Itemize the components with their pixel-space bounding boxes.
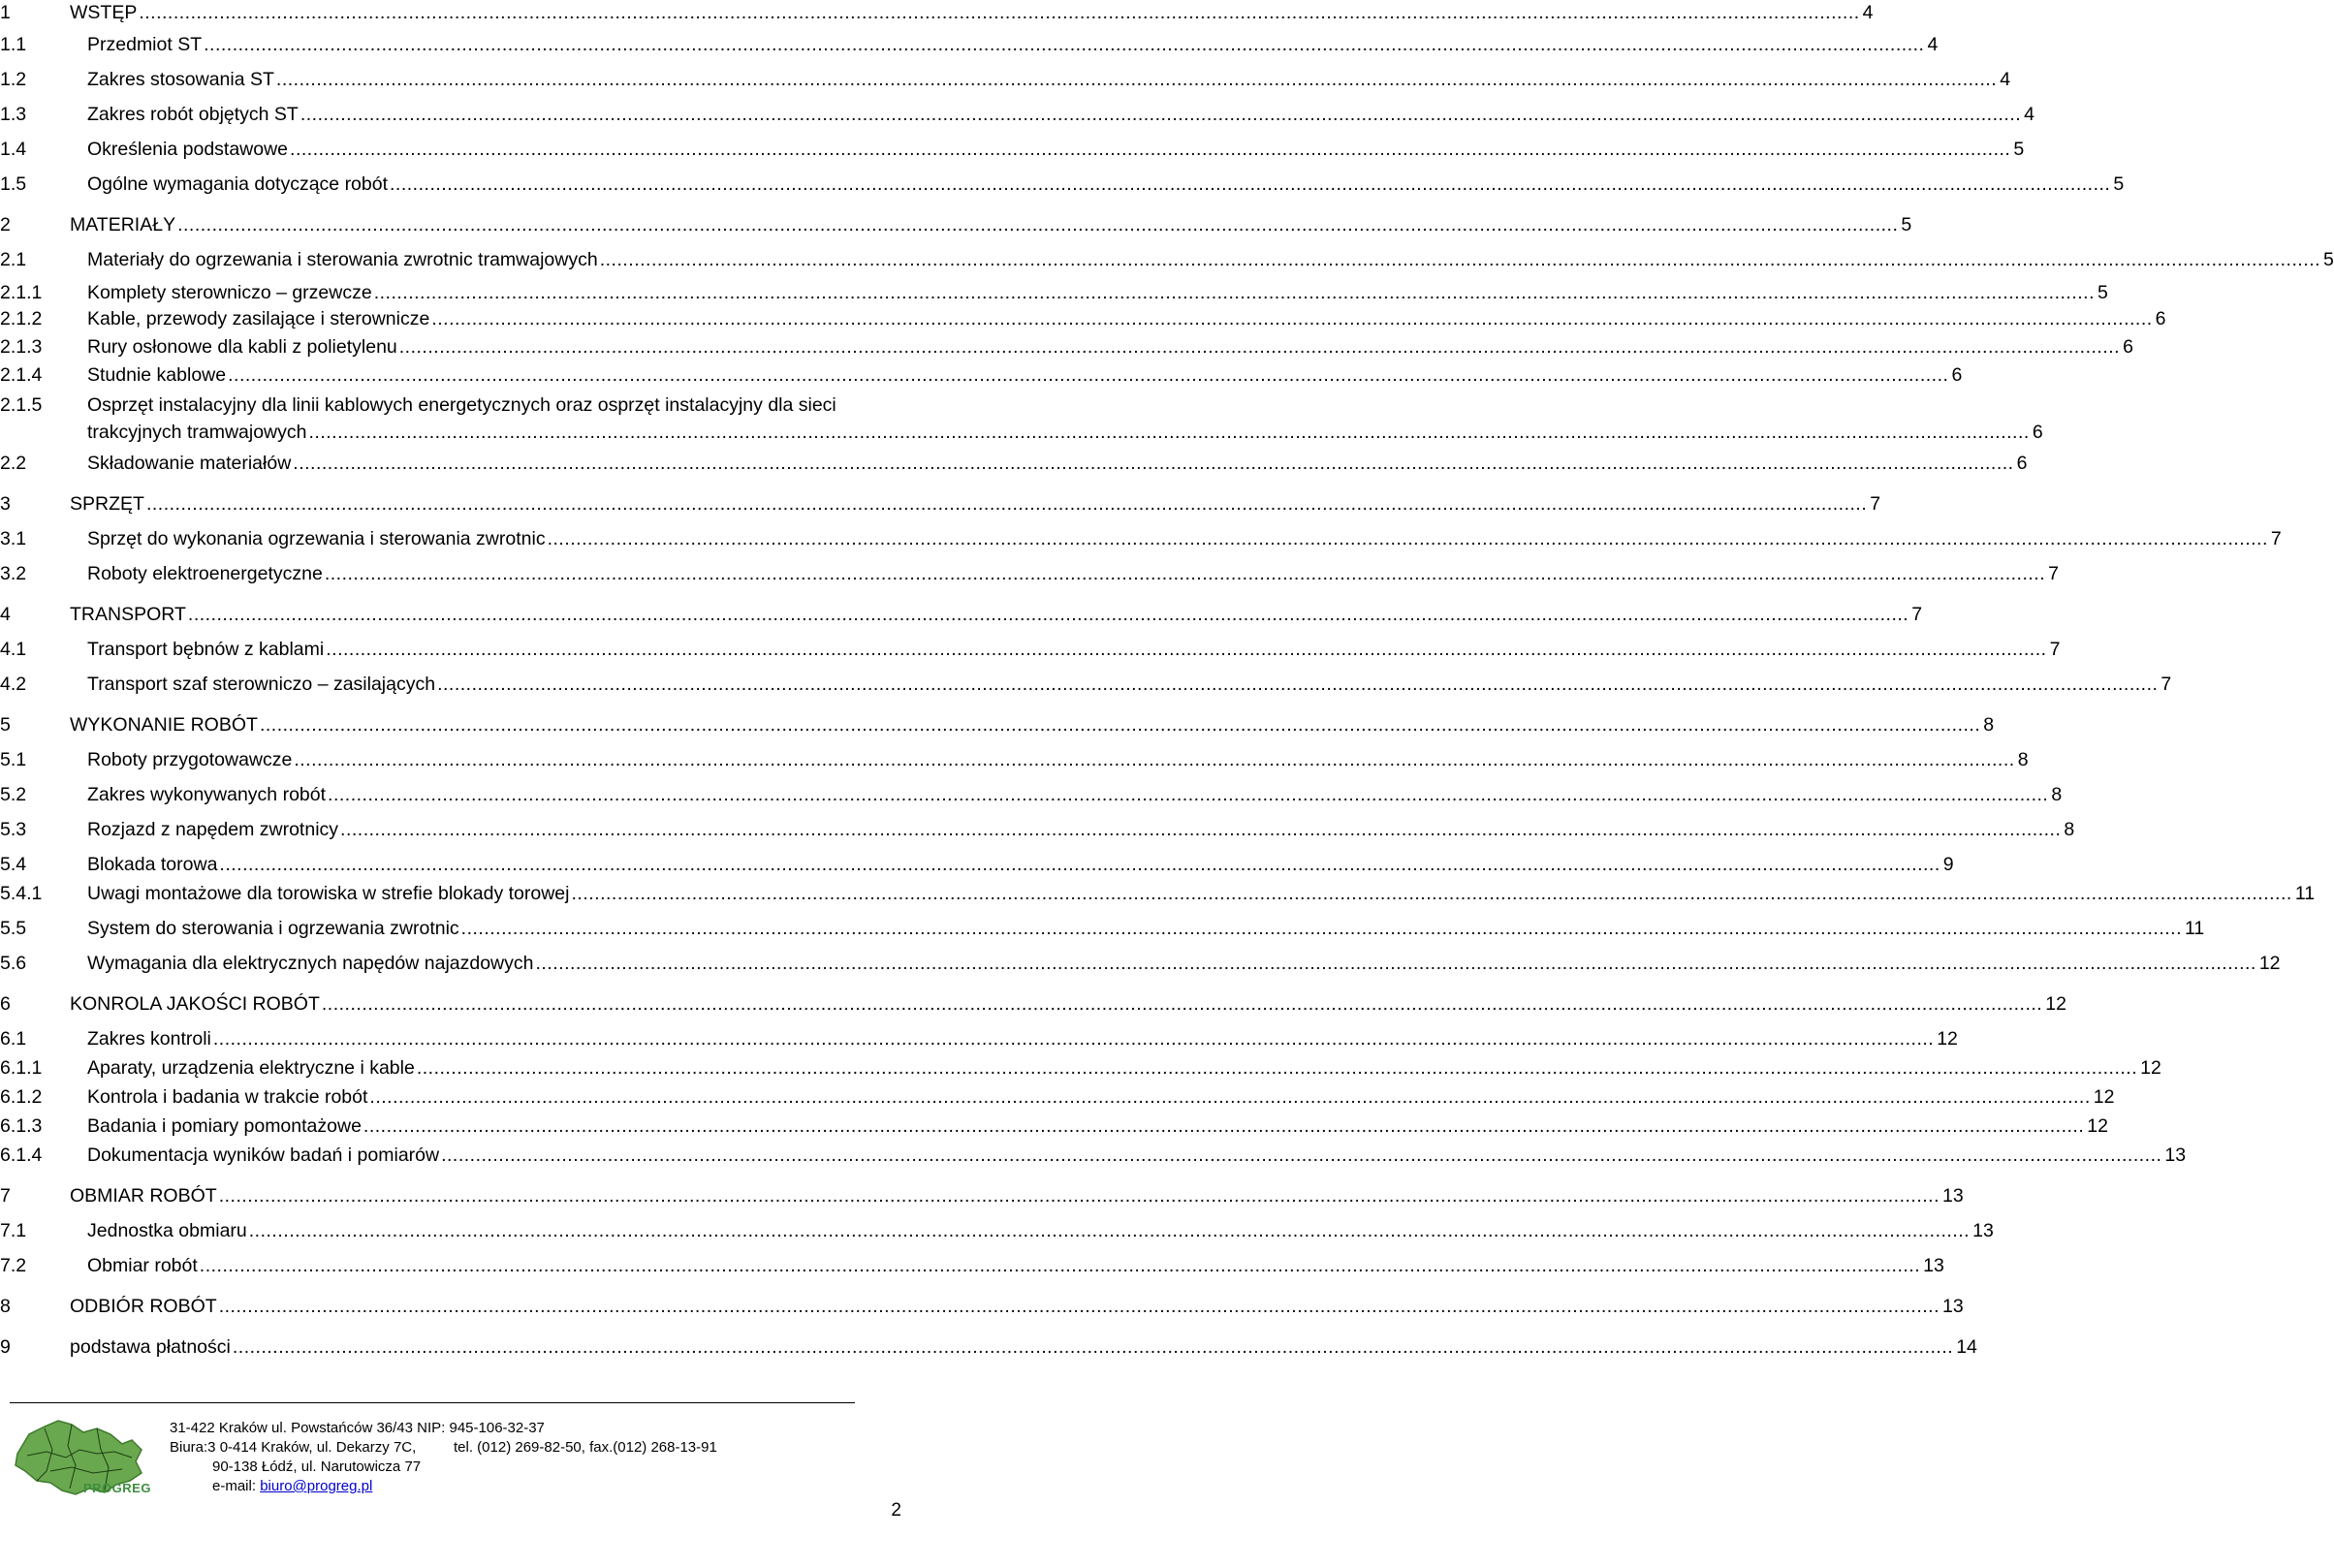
- toc-entry-page: 12: [2087, 1115, 2108, 1137]
- toc-dot-leader: ............................................................................................................................................................................................................................................................................................................: [187, 604, 1909, 625]
- toc-entry-page: 5: [2113, 173, 2125, 195]
- toc-entry[interactable]: [0, 1055, 2161, 1081]
- toc-entry-number: 3.1: [0, 528, 27, 549]
- toc-entry[interactable]: [0, 172, 2125, 197]
- toc-entry-number: 4.2: [0, 674, 27, 695]
- toc-dot-leader: ............................................................................................................................................................................................................................................................................................................: [416, 1057, 2138, 1079]
- toc-dot-leader: ............................................................................................................................................................................................................................................................................................................: [535, 953, 2256, 974]
- toc-entry-number: 6.1.3: [0, 1115, 43, 1137]
- toc-dot-leader: ............................................................................................................................................................................................................................................................................................................: [328, 784, 2049, 805]
- toc-dot-leader: ............................................................................................................................................................................................................................................................................................................: [340, 819, 2062, 840]
- toc-entry-page: 12: [2258, 953, 2281, 974]
- toc-entry-page: 11: [2294, 883, 2316, 904]
- toc-entry-title: WYKONANIE ROBÓT: [70, 714, 258, 736]
- toc-entry-number: 1.2: [0, 69, 27, 90]
- toc-entry-page: 7: [2048, 563, 2059, 584]
- toc-entry[interactable]: [0, 951, 2281, 976]
- toc-entry-title: Rozjazd z napędem zwrotnicy: [87, 819, 339, 840]
- toc-entry-title: Komplety sterowniczo – grzewcze: [87, 282, 372, 303]
- toc-dot-leader: ............................................................................................................................................................................................................................................................................................................: [547, 528, 2268, 549]
- toc-entry-title: Przedmiot ST: [87, 34, 203, 55]
- toc-dot-leader: ............................................................................................................................................................................................................................................................................................................: [204, 34, 1925, 55]
- toc-entry-title: Składowanie materiałów: [87, 453, 292, 474]
- toc-entry-page: 12: [2140, 1057, 2161, 1079]
- toc-dot-leader: ............................................................................................................................................................................................................................................................................................................: [139, 2, 1860, 23]
- toc-entry-number: 1.3: [0, 104, 27, 125]
- toc-entry-number: 1.4: [0, 139, 27, 160]
- toc-entry-title: Transport szaf sterowniczo – zasilających: [87, 674, 436, 695]
- toc-entry-page: 13: [1942, 1296, 1964, 1317]
- toc-entry-number: 5.5: [0, 918, 27, 939]
- toc-entry-page: 5: [2323, 249, 2334, 270]
- toc-entry-page: 5: [2013, 139, 2025, 160]
- toc-entry-number: 2.1: [0, 249, 27, 270]
- toc-entry[interactable]: [0, 247, 2334, 272]
- toc-entry[interactable]: [0, 102, 2035, 127]
- toc-dot-leader: ............................................................................................................................................................................................................................................................................................................: [441, 1145, 2162, 1166]
- toc-entry[interactable]: [0, 637, 2061, 662]
- toc-entry-title: Zakres stosowania ST: [87, 69, 274, 90]
- toc-entry-title: Kontrola i badania w trakcie robót: [87, 1086, 368, 1108]
- footer-line-phone: tel. (012) 269-82-50, fax.(012) 268-13-91: [454, 1439, 717, 1456]
- toc-entry-page: 6: [2032, 422, 2043, 443]
- toc-dot-leader: ............................................................................................................................................................................................................................................................................................................: [219, 854, 1940, 875]
- toc-entry-page: 13: [1972, 1220, 1994, 1241]
- toc-entry-number: 5.2: [0, 784, 27, 805]
- footer-line-email: [212, 1477, 372, 1496]
- toc-dot-leader: ............................................................................................................................................................................................................................................................................................................: [199, 1255, 1921, 1276]
- toc-entry-number: 2.2: [0, 453, 27, 474]
- toc-dot-leader: ............................................................................................................................................................................................................................................................................................................: [373, 282, 2096, 303]
- toc-entry-page: 7: [2270, 528, 2282, 549]
- toc-entry-page: 6: [1951, 364, 1963, 386]
- toc-entry-page: 12: [1937, 1028, 1958, 1050]
- toc-entry-page: 6: [2123, 336, 2133, 358]
- toc-dot-leader: ............................................................................................................................................................................................................................................................................................................: [369, 1086, 2091, 1108]
- toc-entry-page: 4: [2000, 69, 2011, 90]
- toc-entry-number: 8: [0, 1296, 11, 1317]
- toc-dot-leader: ............................................................................................................................................................................................................................................................................................................: [300, 104, 2022, 125]
- toc-entry-page: 4: [1862, 2, 1874, 23]
- toc-dot-leader: ............................................................................................................................................................................................................................................................................................................: [248, 1220, 1971, 1241]
- toc-entry-title: Kable, przewody zasilające i sterownicze: [87, 308, 430, 329]
- toc-entry-number: 5.1: [0, 749, 27, 770]
- toc-entry-title: Zakres wykonywanych robót: [87, 784, 327, 805]
- toc-entry[interactable]: [0, 1026, 1958, 1051]
- toc-entry[interactable]: [0, 491, 1881, 517]
- toc-entry[interactable]: [0, 852, 1954, 877]
- toc-dot-leader: ............................................................................................................................................................................................................................................................................................................: [145, 493, 1868, 515]
- toc-entry-number: 2: [0, 214, 11, 235]
- toc-dot-leader: ............................................................................................................................................................................................................................................................................................................: [308, 422, 2030, 443]
- toc-dot-leader: ............................................................................................................................................................................................................................................................................................................: [431, 308, 2153, 329]
- toc-dot-leader: ............................................................................................................................................................................................................................................................................................................: [460, 918, 2182, 939]
- toc-entry[interactable]: [0, 672, 2172, 697]
- toc-entry-number: 2.1.4: [0, 364, 43, 386]
- footer-line-hq: 31-422 Kraków ul. Powstańców 36/43 NIP: 945-106-32-37: [170, 1420, 545, 1436]
- toc-entry-title: SPRZĘT: [70, 493, 144, 515]
- toc-entry-title: Roboty przygotowawcze: [87, 749, 293, 770]
- toc-entry-page: 12: [2093, 1086, 2115, 1108]
- toc-entry-number: 1.1: [0, 34, 27, 55]
- toc-entry-page: 13: [1923, 1255, 1944, 1276]
- toc-entry-page: 7: [1870, 493, 1881, 515]
- toc-entry-title: OBMIAR ROBÓT: [70, 1185, 217, 1207]
- toc-entry-page: 9: [1942, 854, 1954, 875]
- toc-dot-leader: ............................................................................................................................................................................................................................................................................................................: [324, 563, 2046, 584]
- logo-wordmark: PROGREG: [83, 1481, 151, 1495]
- toc-entry[interactable]: [0, 602, 1923, 627]
- toc-dot-leader: ............................................................................................................................................................................................................................................................................................................: [571, 883, 2292, 904]
- toc-entry-number: 2.1.5: [0, 394, 43, 416]
- toc-entry[interactable]: [0, 212, 1912, 237]
- toc-dot-leader: ............................................................................................................................................................................................................................................................................................................: [177, 214, 1899, 235]
- toc-entry-title: podstawa płatności: [70, 1336, 231, 1358]
- toc-entry-title: MATERIAŁY: [70, 214, 176, 235]
- toc-entry-title: Wymagania dla elektrycznych napędów najazdowych: [87, 953, 534, 974]
- toc-entry-number: 7: [0, 1185, 11, 1207]
- toc-entry[interactable]: [0, 1334, 1977, 1360]
- email-label: e-mail:: [212, 1478, 261, 1494]
- toc-entry-title: Określenia podstawowe: [87, 139, 289, 160]
- toc-entry-page: 8: [2064, 819, 2075, 840]
- toc-dot-leader: ............................................................................................................................................................................................................................................................................................................: [290, 139, 2011, 160]
- toc-entry-number: 7.1: [0, 1220, 27, 1241]
- footer-line-office: Biura:3 0-414 Kraków, ul. Dekarzy 7C,: [170, 1439, 417, 1456]
- toc-entry-number: 2.1.3: [0, 336, 43, 358]
- toc-entry-number: 9: [0, 1336, 11, 1358]
- toc-entry[interactable]: [0, 392, 2043, 445]
- toc-entry[interactable]: [0, 747, 2029, 772]
- toc-dot-leader: ............................................................................................................................................................................................................................................................................................................: [293, 453, 2014, 474]
- toc-entry-number: 5.3: [0, 819, 27, 840]
- footer-line-lodz: 90-138 Łódź, ul. Narutowicza 77: [212, 1458, 422, 1475]
- toc-entry[interactable]: [0, 280, 2108, 305]
- toc-entry-title: Ogólne wymagania dotyczące robót: [87, 173, 389, 195]
- toc-entry[interactable]: [0, 1218, 1994, 1243]
- toc-entry-title: TRANSPORT: [70, 604, 186, 625]
- email-link[interactable]: biuro@progreg.pl: [260, 1478, 373, 1494]
- toc-entry-number: 5: [0, 714, 11, 736]
- toc-entry-title: System do sterowania i ogrzewania zwrotnic: [87, 918, 459, 939]
- toc-entry-page: 4: [2024, 104, 2035, 125]
- toc-entry-title: Osprzęt instalacyjny dla linii kablowych energetycznych oraz osprzęt instalacyjny dla sieci: [87, 394, 836, 416]
- toc-entry-page: 5: [2097, 282, 2108, 303]
- footer-divider: [10, 1402, 855, 1403]
- toc-entry[interactable]: [0, 782, 2063, 807]
- toc-entry-title: Obmiar robót: [87, 1255, 198, 1276]
- toc-entry[interactable]: [0, 817, 2075, 842]
- toc-entry-number: 3: [0, 493, 11, 515]
- toc-entry-title: Transport bębnów z kablami: [87, 639, 325, 660]
- toc-entry[interactable]: [0, 916, 2205, 941]
- toc-entry[interactable]: [0, 137, 2025, 162]
- toc-dot-leader: ............................................................................................................................................................................................................................................................................................................: [326, 639, 2047, 660]
- toc-entry-number: 6.1: [0, 1028, 27, 1050]
- toc-entry-page: 8: [2017, 749, 2029, 770]
- toc-entry-title: Badania i pomiary pomontażowe: [87, 1115, 362, 1137]
- toc-entry[interactable]: [0, 1183, 1964, 1208]
- toc-entry-number: 6.1.4: [0, 1145, 43, 1166]
- toc-entry-title: Studnie kablowe: [87, 364, 227, 386]
- toc-entry-number: 5.6: [0, 953, 27, 974]
- toc-entry[interactable]: [0, 1113, 2108, 1139]
- toc-entry[interactable]: [0, 881, 2316, 906]
- toc-entry-title: Uwagi montażowe dla torowiska w strefie blokady torowej: [87, 883, 570, 904]
- toc-entry[interactable]: [0, 1253, 1944, 1278]
- toc-entry[interactable]: [0, 0, 1874, 25]
- toc-entry-title: Zakres kontroli: [87, 1028, 211, 1050]
- toc-entry-page: 8: [1983, 714, 1995, 736]
- toc-dot-leader: ............................................................................................................................................................................................................................................................................................................: [212, 1028, 1935, 1050]
- toc-dot-leader: ............................................................................................................................................................................................................................................................................................................: [232, 1336, 1954, 1358]
- page-number: 2: [891, 1500, 901, 1521]
- toc-entry-page: 14: [1956, 1336, 1977, 1358]
- toc-dot-leader: ............................................................................................................................................................................................................................................................................................................: [363, 1115, 2085, 1137]
- toc-entry-title: Rury osłonowe dla kabli z polietylenu: [87, 336, 397, 358]
- toc-entry-page: 8: [2051, 784, 2063, 805]
- toc-entry-page: 6: [2155, 308, 2166, 329]
- toc-entry-title: Aparaty, urządzenia elektryczne i kable: [87, 1057, 415, 1079]
- toc-entry-title: Zakres robót objętych ST: [87, 104, 299, 125]
- toc-dot-leader: ............................................................................................................................................................................................................................................................................................................: [259, 714, 1981, 736]
- toc-entry[interactable]: [0, 451, 2028, 476]
- toc-dot-leader: ............................................................................................................................................................................................................................................................................................................: [321, 993, 2043, 1015]
- toc-dot-leader: ............................................................................................................................................................................................................................................................................................................: [218, 1185, 1940, 1207]
- toc-entry-number: 6: [0, 993, 11, 1015]
- toc-entry-title: WSTĘP: [70, 2, 138, 23]
- toc-dot-leader: ............................................................................................................................................................................................................................................................................................................: [228, 364, 1949, 386]
- toc-entry[interactable]: [0, 67, 2011, 92]
- toc-dot-leader: ............................................................................................................................................................................................................................................................................................................: [398, 336, 2121, 358]
- toc-entry-number: 5.4.1: [0, 883, 43, 904]
- toc-entry-title: Roboty elektroenergetyczne: [87, 563, 323, 584]
- toc-entry[interactable]: [0, 712, 1995, 737]
- toc-entry-page: 12: [2045, 993, 2066, 1015]
- toc-entry-title-continued: trakcyjnych tramwajowych: [87, 422, 307, 443]
- toc-dot-leader: ............................................................................................................................................................................................................................................................................................................: [294, 749, 2015, 770]
- toc-dot-leader: ............................................................................................................................................................................................................................................................................................................: [599, 249, 2321, 270]
- toc-entry[interactable]: [0, 32, 1939, 57]
- toc-entry-number: 1: [0, 2, 11, 23]
- toc-entry[interactable]: [0, 991, 2066, 1017]
- toc-entry-title: Jednostka obmiaru: [87, 1220, 247, 1241]
- toc-entry-page: 7: [2161, 674, 2172, 695]
- toc-entry[interactable]: [0, 561, 2059, 586]
- toc-dot-leader: ............................................................................................................................................................................................................................................................................................................: [218, 1296, 1940, 1317]
- toc-entry-title: Blokada torowa: [87, 854, 218, 875]
- toc-entry[interactable]: [0, 1084, 2115, 1110]
- toc-entry-page: 7: [2049, 639, 2061, 660]
- toc-entry[interactable]: [0, 526, 2282, 551]
- toc-entry-number: 5.4: [0, 854, 27, 875]
- toc-entry-number: 2.1.2: [0, 308, 43, 329]
- toc-entry-title: ODBIÓR ROBÓT: [70, 1296, 217, 1317]
- toc-entry-page: 13: [2164, 1145, 2187, 1166]
- toc-entry-number: 3.2: [0, 563, 27, 584]
- toc-entry-title: Sprzęt do wykonania ogrzewania i sterowania zwrotnic: [87, 528, 546, 549]
- toc-entry-page: 7: [1911, 604, 1923, 625]
- toc-entry[interactable]: [0, 334, 2133, 360]
- toc-entry-number: 6.1.1: [0, 1057, 43, 1079]
- toc-entry[interactable]: [0, 1294, 1964, 1319]
- toc-entry[interactable]: [0, 306, 2166, 331]
- toc-entry-number: 7.2: [0, 1255, 27, 1276]
- toc-entry-number: 4: [0, 604, 11, 625]
- toc-dot-leader: ............................................................................................................................................................................................................................................................................................................: [390, 173, 2111, 195]
- toc-entry-page: 4: [1927, 34, 1939, 55]
- toc-entry-page: 5: [1901, 214, 1912, 235]
- toc-entry-title: KONROLA JAKOŚCI ROBÓT: [70, 993, 320, 1015]
- toc-entry-number: 4.1: [0, 639, 27, 660]
- toc-entry-page: 11: [2185, 918, 2205, 939]
- toc-entry-title: Dokumentacja wyników badań i pomiarów: [87, 1145, 440, 1166]
- toc-dot-leader: ............................................................................................................................................................................................................................................................................................................: [275, 69, 1998, 90]
- toc-entry-number: 1.5: [0, 173, 27, 195]
- toc-entry-title: Materiały do ogrzewania i sterowania zwrotnic tramwajowych: [87, 249, 598, 270]
- toc-entry[interactable]: [0, 362, 1963, 388]
- toc-entry-number: 2.1.1: [0, 282, 43, 303]
- toc-dot-leader: ............................................................................................................................................................................................................................................................................................................: [437, 674, 2159, 695]
- toc-entry-page: 6: [2016, 453, 2028, 474]
- toc-entry-page: 13: [1942, 1185, 1964, 1207]
- toc-entry[interactable]: [0, 1143, 2187, 1168]
- toc-entry-number: 6.1.2: [0, 1086, 43, 1108]
